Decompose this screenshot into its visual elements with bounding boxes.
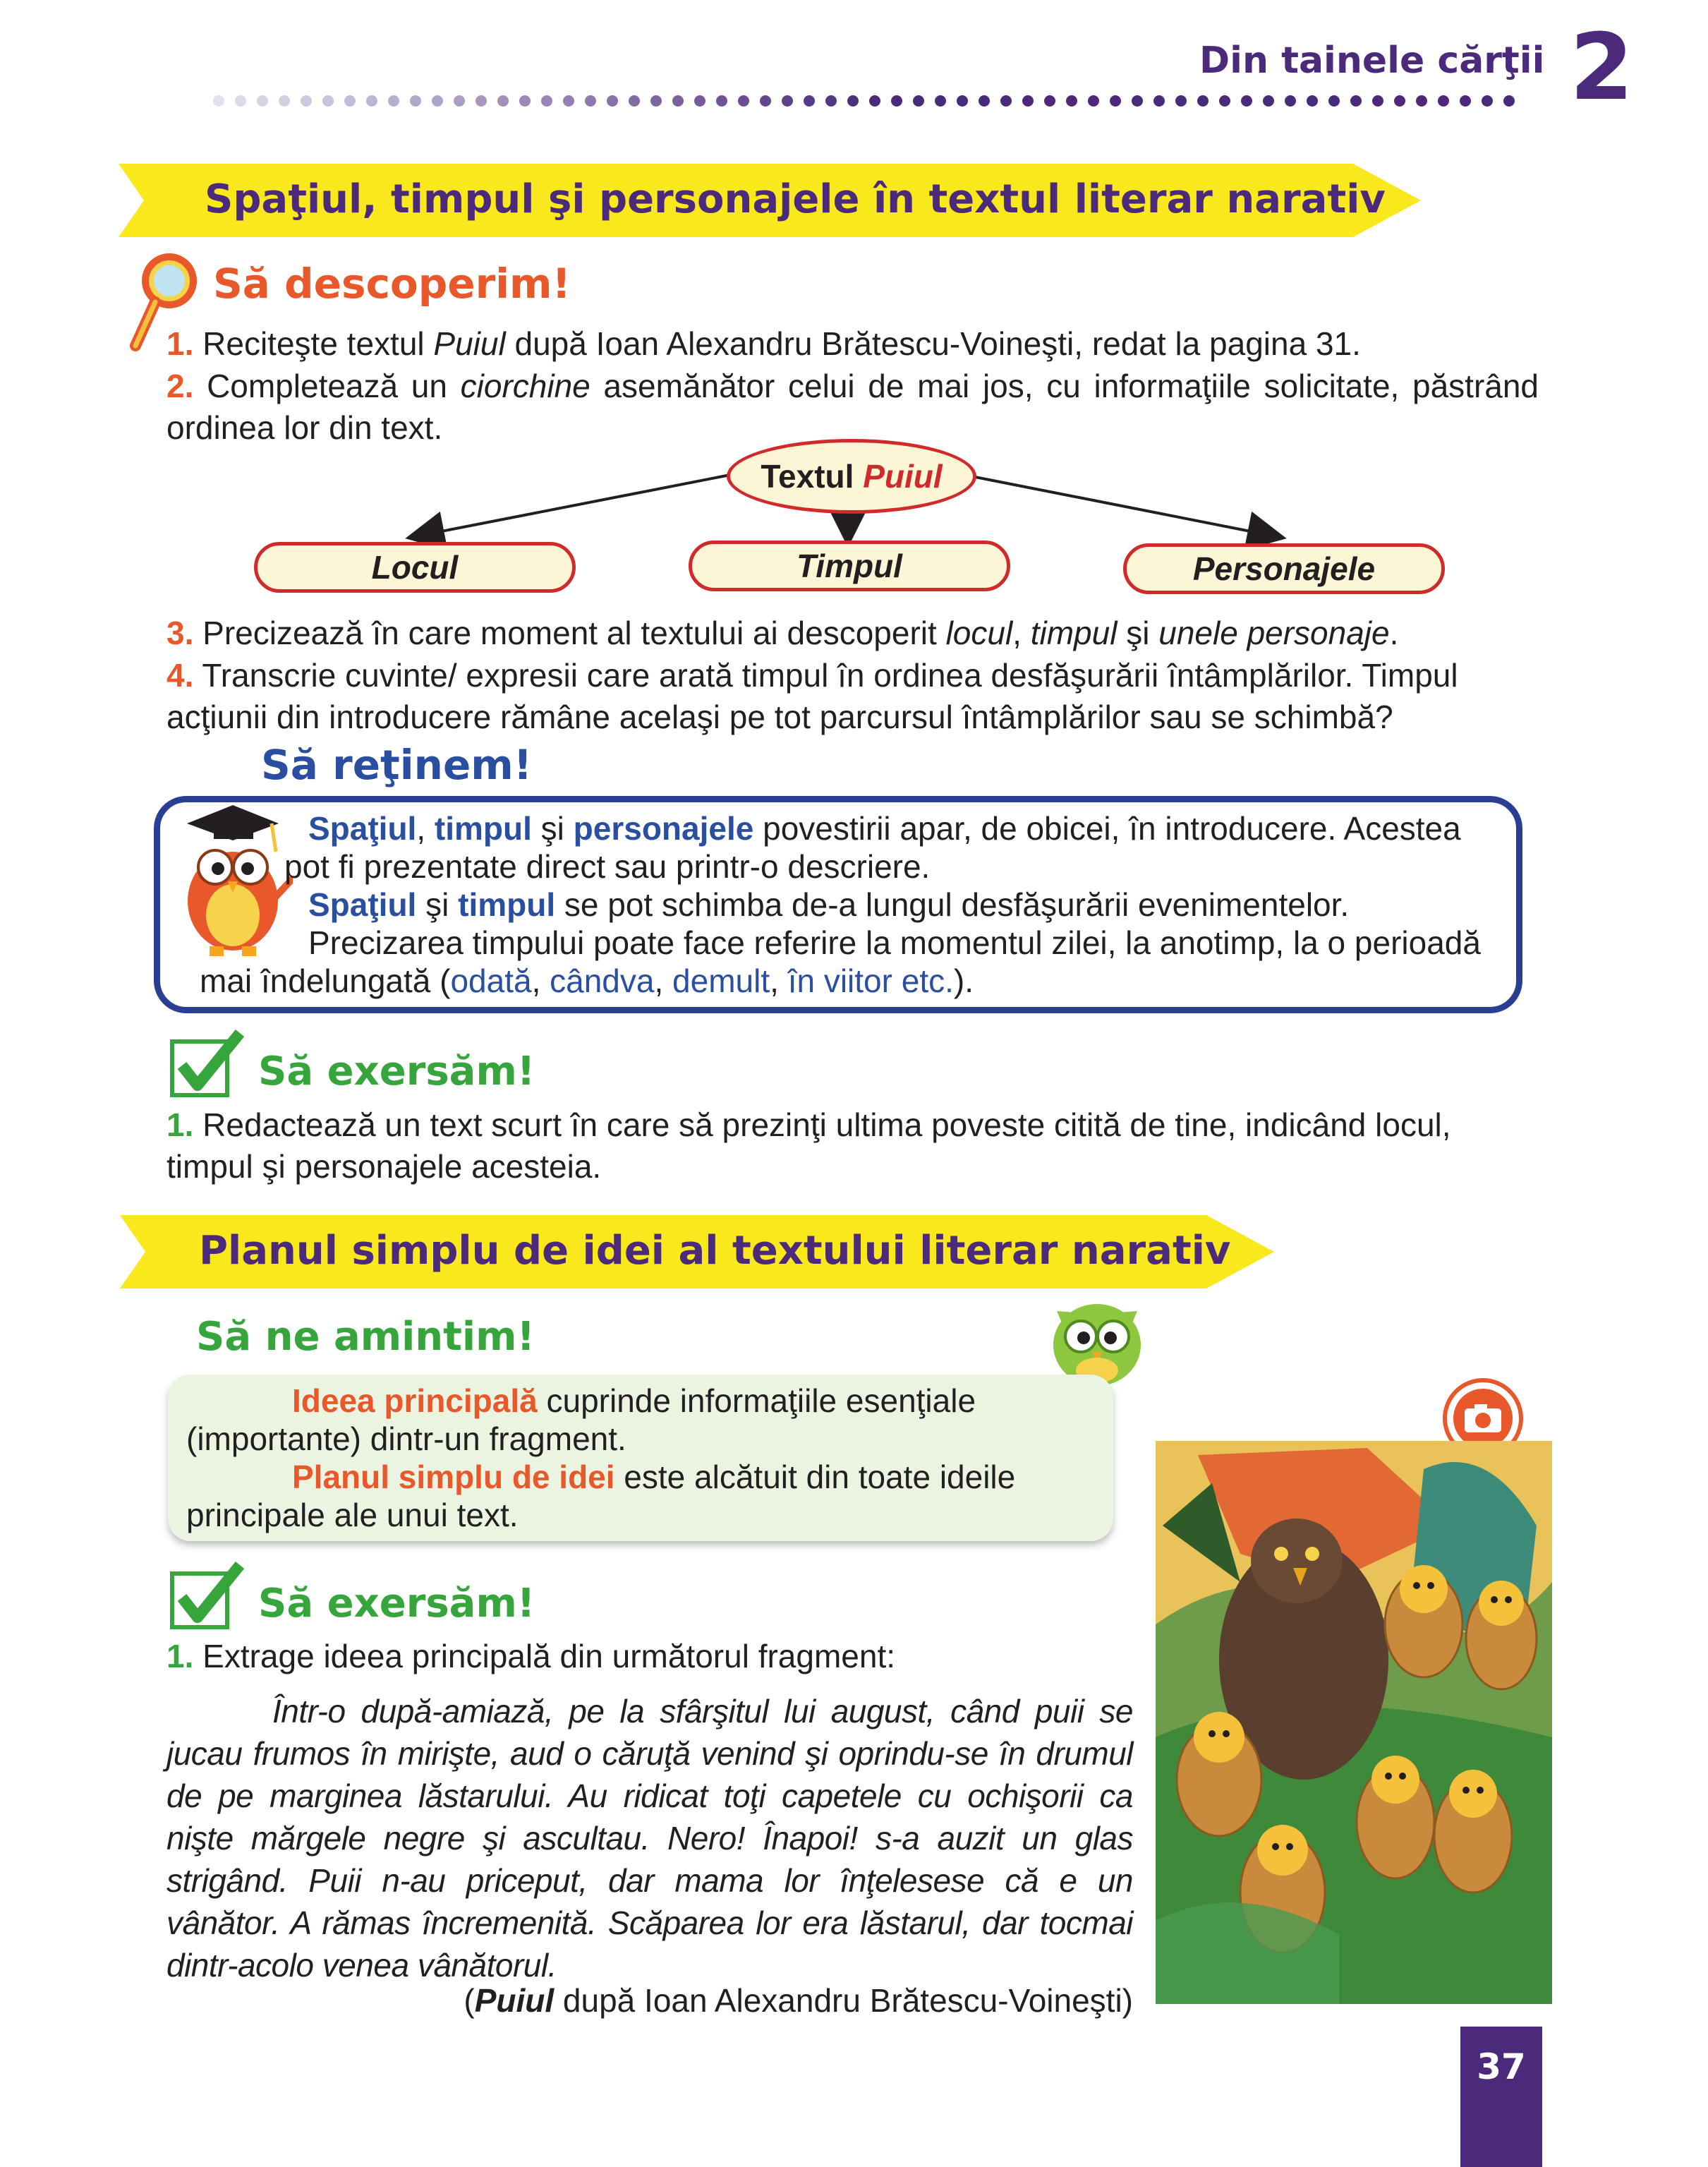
exercise-2-item-1 (166, 1636, 1154, 1677)
term: Spaţiul (308, 810, 417, 847)
text: povestirii apar, de obicei, în introducere. Acestea pot fi prezentate direct sau printr-o descriere. (284, 810, 1461, 885)
item-text: Reciteşte textul (202, 325, 434, 362)
example-word: în viitor etc. (787, 962, 954, 999)
remember-paragraph-1 (186, 1382, 1096, 1458)
section2-banner-title: Planul simplu de idei al textului literar narativ (199, 1228, 1231, 1274)
discover-item-4 (166, 655, 1542, 738)
remember-paragraph-2 (186, 1458, 1096, 1534)
cluster-center-label: Textul (761, 458, 864, 495)
exercise-title-1: Să exersăm! (258, 1049, 535, 1094)
example-word: cândva (550, 962, 655, 999)
source-title: Puiul (474, 1982, 555, 2019)
term: Spaţiul (308, 886, 417, 923)
term: timpul (458, 886, 556, 923)
cluster-node-personajele: Personajele (1123, 543, 1445, 594)
discover-title: Să descoperim! (213, 260, 571, 308)
chapter-number: 2 (1570, 13, 1634, 121)
retain-paragraph-1 (200, 809, 1505, 886)
text: cuprinde informaţiile esenţiale (importante) dintr-un fragment. (186, 1382, 976, 1457)
item-text: asemănător celui de mai jos, cu informaţiile solicitate, păstrând ordinea lor din text. (166, 368, 1539, 446)
text: , (770, 962, 788, 999)
text: , (531, 962, 550, 999)
text: ). (953, 962, 974, 999)
item-number: 1. (166, 1106, 194, 1143)
item-text: Completează un (207, 368, 461, 404)
text: se pot schimba de-a lungul desfăşurării evenimentelor. (555, 886, 1350, 923)
retain-paragraph-3 (200, 924, 1505, 1000)
text: şi (531, 810, 574, 847)
exercise-1-item-1 (166, 1104, 1542, 1188)
item-italic: unele personaje (1158, 615, 1390, 651)
text: este alcătuit din toate ideile principale ale unui text. (186, 1459, 1016, 1533)
retain-text (200, 809, 1505, 1000)
item-italic: ciorchine (460, 368, 590, 404)
item-text: , (1012, 615, 1031, 651)
retain-title: Să reţinem! (261, 741, 533, 789)
exercise-title-2: Să exersăm! (258, 1581, 535, 1626)
item-text: Transcrie cuvinte/ expresii care arată timpul în ordinea desfăşurării întâmplărilor. Timpul acţiunii din introducere rămâne acelaşi pe tot parcursul întâmplărilor sau se schimbă? (166, 657, 1458, 735)
cluster-node-locul: Locul (254, 542, 576, 593)
cluster-node-timpul: Timpul (689, 541, 1010, 591)
item-text: Precizează în care moment al textului ai descoperit (202, 615, 946, 651)
text: Precizarea timpului poate face referire la momentul zilei, la anotimp, la o perioadă mai îndelungată ( (200, 924, 1481, 999)
text: , (416, 810, 435, 847)
cluster-center-node (727, 439, 976, 514)
item-number: 2. (166, 368, 194, 404)
page-number-tab (1460, 2027, 1542, 2167)
checkmark-icon (169, 1029, 247, 1099)
cluster-center-title: Puiul (863, 458, 943, 495)
retain-box (154, 796, 1522, 1013)
source-author: după Ioan Alexandru Brătescu-Voineşti) (554, 1982, 1133, 2019)
item-text: Extrage ideea principală din următorul fragment: (202, 1638, 896, 1674)
item-number: 1. (166, 1638, 194, 1674)
chapter-title: Din tainele cărţii (1199, 40, 1545, 82)
item-italic: Puiul (433, 325, 506, 362)
source-paren: ( (464, 1982, 475, 2019)
fragment-source (395, 1980, 1133, 2022)
discover-item-3 (166, 612, 1542, 654)
text: şi (416, 886, 459, 923)
page-number: 37 (1477, 2046, 1526, 2087)
item-italic: locul (945, 615, 1013, 651)
example-word: odată (450, 962, 532, 999)
item-text: după Ioan Alexandru Brătescu-Voineşti, redat la pagina 31. (505, 325, 1361, 362)
item-italic: timpul (1030, 615, 1118, 651)
retain-paragraph-2 (200, 886, 1505, 924)
term: personajele (573, 810, 754, 847)
remember-title: Să ne amintim! (196, 1314, 535, 1360)
item-number: 4. (166, 657, 194, 694)
remember-box (168, 1375, 1113, 1541)
term: Ideea principală (292, 1382, 538, 1419)
item-number: 3. (166, 615, 194, 651)
item-number: 1. (166, 325, 194, 362)
item-text: . (1389, 615, 1399, 651)
cluster-arrows (0, 0, 1708, 635)
item-text: Redactează un text scurt în care să prezinţi ultima poveste citită de tine, indicând locul, timpul şi personajele acesteia. (166, 1106, 1451, 1185)
term: timpul (434, 810, 532, 847)
section1-banner-title: Spaţiul, timpul şi personajele în textul literar narativ (205, 176, 1386, 222)
illustration-bird-family (1156, 1441, 1552, 2004)
remember-text (186, 1382, 1096, 1534)
text: , (654, 962, 673, 999)
example-word: demult (672, 962, 770, 999)
checkmark-icon (169, 1561, 247, 1631)
item-text: şi (1117, 615, 1159, 651)
story-fragment: Într-o după-amiază, pe la sfârşitul lui august, când puii se jucau frumos în mirişte, aud o căruţă venind şi oprindu-se în drumul de pe marginea lăstarului. Au ridicat toţi capetele cu ochişorii ca nişte mărgele negre şi ascultau. Nero! Înapoi! s-a auzit un glas strigând. Puii n-au priceput, dar mama lor înţelesese că e un vânător. A rămas încremenită. Scăparea lor era lăstarul, dar tocmai dintr-acolo venea vânătorul. (166, 1693, 1133, 1984)
term: Planul simplu de idei (292, 1459, 615, 1495)
